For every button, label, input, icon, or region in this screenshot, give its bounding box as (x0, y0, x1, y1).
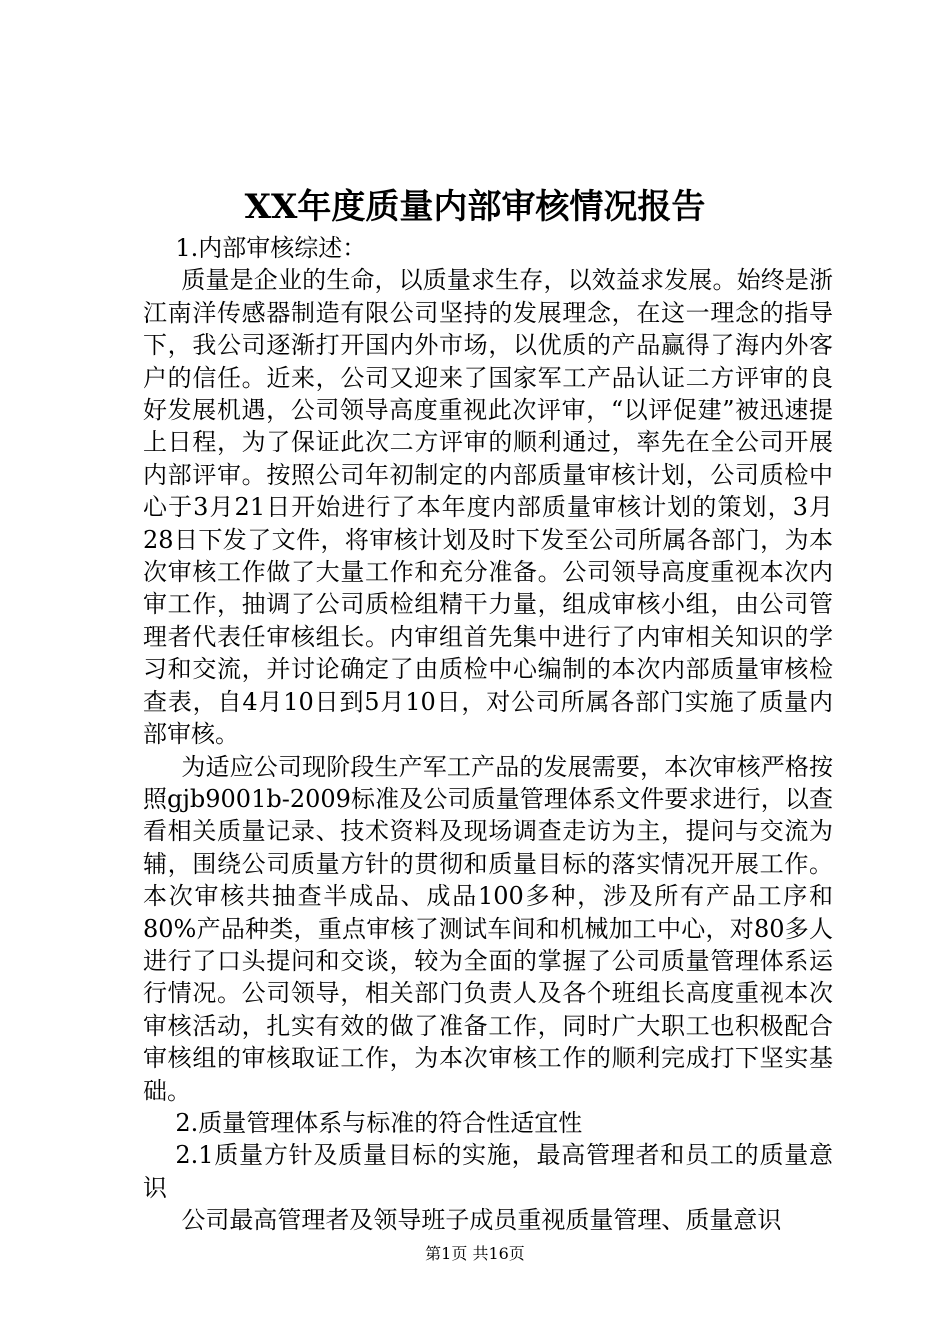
body-paragraph: 为适应公司现阶段生产军工产品的发展需要，本次审核严格按照gjb9001b-2009标准及公司质量管理体系文件要求进行，以查看相关质量记录、技术资料及现场调查走访为主，提问与交流为辅，围绕公司质量方针的贯彻和质量目标的落实情况开展工作。本次审核共抽查半成品、成品100多种，涉及所有产品工序和80%产品种类，重点审核了测试车间和机械加工中心，对80多人进行了口头提问和交谈，较为全面的掌握了公司质量管理体系运行情况。公司领导，相关部门负责人及各个班组长高度重视本次审核活动，扎实有效的做了准备工作，同时广大职工也积极配合审核组的审核取证工作，为本次审核工作的顺利完成打下坚实基础。 (143, 752, 833, 1105)
page-footer: 第1页 共16页 (425, 1244, 525, 1263)
body-paragraph: 质量是企业的生命，以质量求生存，以效益求发展。始终是浙江南洋传感器制造有限公司坚持的发展理念，在这一理念的指导下，我公司逐渐打开国内外市场，以优质的产品赢得了海内外客户的信任。近来，公司又迎来了国家军工产品认证二方评审的良好发展机遇，公司领导高度重视此次评审，“以评促建”被迅速提上日程，为了保证此次二方评审的顺利通过，率先在全公司开展内部评审。按照公司年初制定的内部质量审核计划，公司质检中心于3月21日开始进行了本年度内部质量审核计划的策划，3月28日下发了文件，将审核计划及时下发至公司所属各部门，为本次审核工作做了大量工作和充分准备。公司领导高度重视本次内审工作，抽调了公司质检组精干力量，组成审核小组，由公司管理者代表任审核组长。内审组首先集中进行了内审相关知识的学习和交流，并讨论确定了由质检中心编制的本次内部质量审核检查表，自4月10日到5月10日，对公司所属各部门实施了质量内部审核。 (143, 266, 833, 749)
document-body (143, 232, 833, 1237)
section-heading: 2.质量管理体系与标准的符合性适宜性 (175, 1108, 583, 1137)
body-paragraph: 公司最高管理者及领导班子成员重视质量管理、质量意识 (181, 1206, 782, 1235)
section-heading: 1.内部审核综述： (175, 234, 367, 262)
subsection-heading: 2.1质量方针及质量目标的实施，最高管理者和员工的质量意识 (143, 1141, 833, 1202)
document-title: XX年度质量内部审核情况报告 (244, 187, 706, 227)
